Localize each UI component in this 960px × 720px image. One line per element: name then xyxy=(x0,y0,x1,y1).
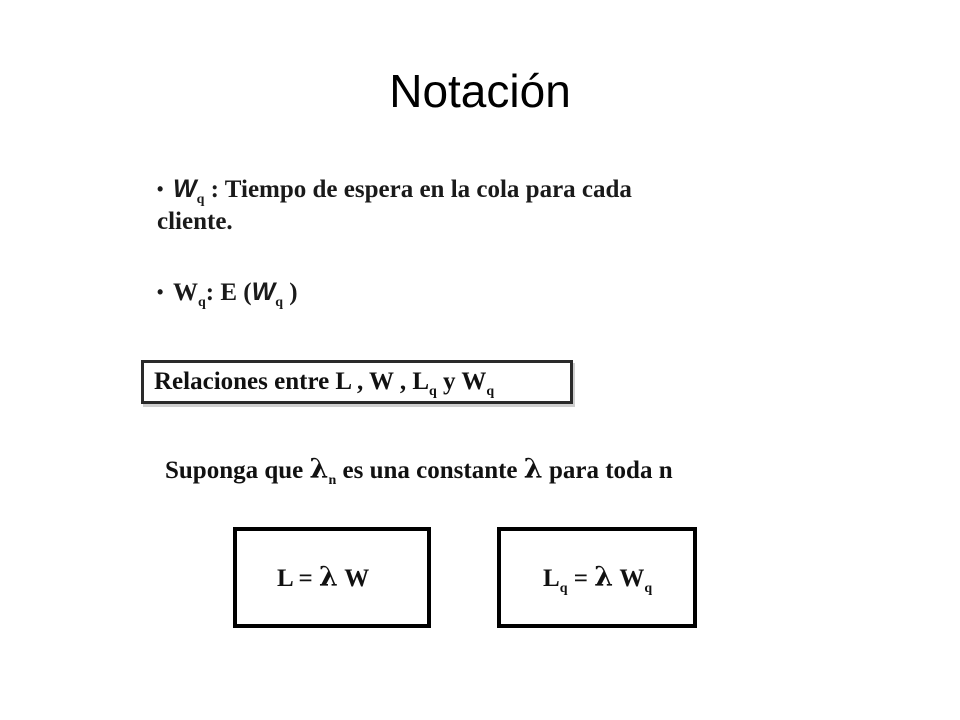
formula-lq-lhs: L xyxy=(543,565,560,592)
relations-sub-wq: q xyxy=(486,384,495,399)
expectation-prefix: : E ( xyxy=(205,279,252,306)
assumption-statement xyxy=(165,453,673,488)
relations-heading-box xyxy=(141,360,573,404)
wq-upper-symbol: W xyxy=(173,279,198,306)
assumption-suffix: para toda n xyxy=(542,457,673,484)
formula-lq-rhs: W xyxy=(613,565,645,592)
wq-inner-subscript: q xyxy=(275,295,284,310)
formula-lq-lhs-sub: q xyxy=(559,581,568,596)
wq-inner-symbol: W xyxy=(251,278,276,306)
formula-l-lhs: L xyxy=(277,565,293,592)
formula-l-lambda: λ xyxy=(319,562,338,593)
relations-sub-lq: q xyxy=(429,384,437,399)
assumption-middle: es una constante xyxy=(336,457,524,484)
wq-definition-line2: cliente. xyxy=(157,208,233,235)
lambda-symbol: λ xyxy=(523,454,543,485)
wq-subscript: q xyxy=(196,192,205,207)
formula-l-eq: = xyxy=(292,565,320,592)
relations-middle: y W xyxy=(436,368,487,395)
bullet-dot: • xyxy=(157,179,164,199)
formula-lq-rhs-sub: q xyxy=(644,581,653,596)
bullet-dot: • xyxy=(157,282,164,302)
relations-prefix: Relaciones entre L , W , L xyxy=(154,368,429,395)
lambda-n-symbol: λ xyxy=(309,454,329,485)
assumption-prefix: Suponga que xyxy=(165,457,310,484)
queue-littles-law-formula-box xyxy=(497,527,697,628)
littles-law-formula-box xyxy=(233,527,431,628)
formula-lq-eq: = xyxy=(567,565,595,592)
bullet-wq-expectation xyxy=(157,276,298,309)
wq-upper-subscript: q xyxy=(198,295,206,310)
wq-symbol: W xyxy=(173,175,197,203)
expectation-closing: ) xyxy=(283,279,298,306)
bullet-wq-definition xyxy=(157,173,717,238)
formula-l-rhs: W xyxy=(337,565,370,592)
formula-lq-lambda: λ xyxy=(594,562,614,593)
wq-definition-line1: Tiempo de espera en la cola para cada xyxy=(224,176,632,203)
lambda-n-subscript: n xyxy=(328,473,337,488)
wq-separator: : xyxy=(204,176,225,203)
slide-title: Notación xyxy=(389,65,571,117)
